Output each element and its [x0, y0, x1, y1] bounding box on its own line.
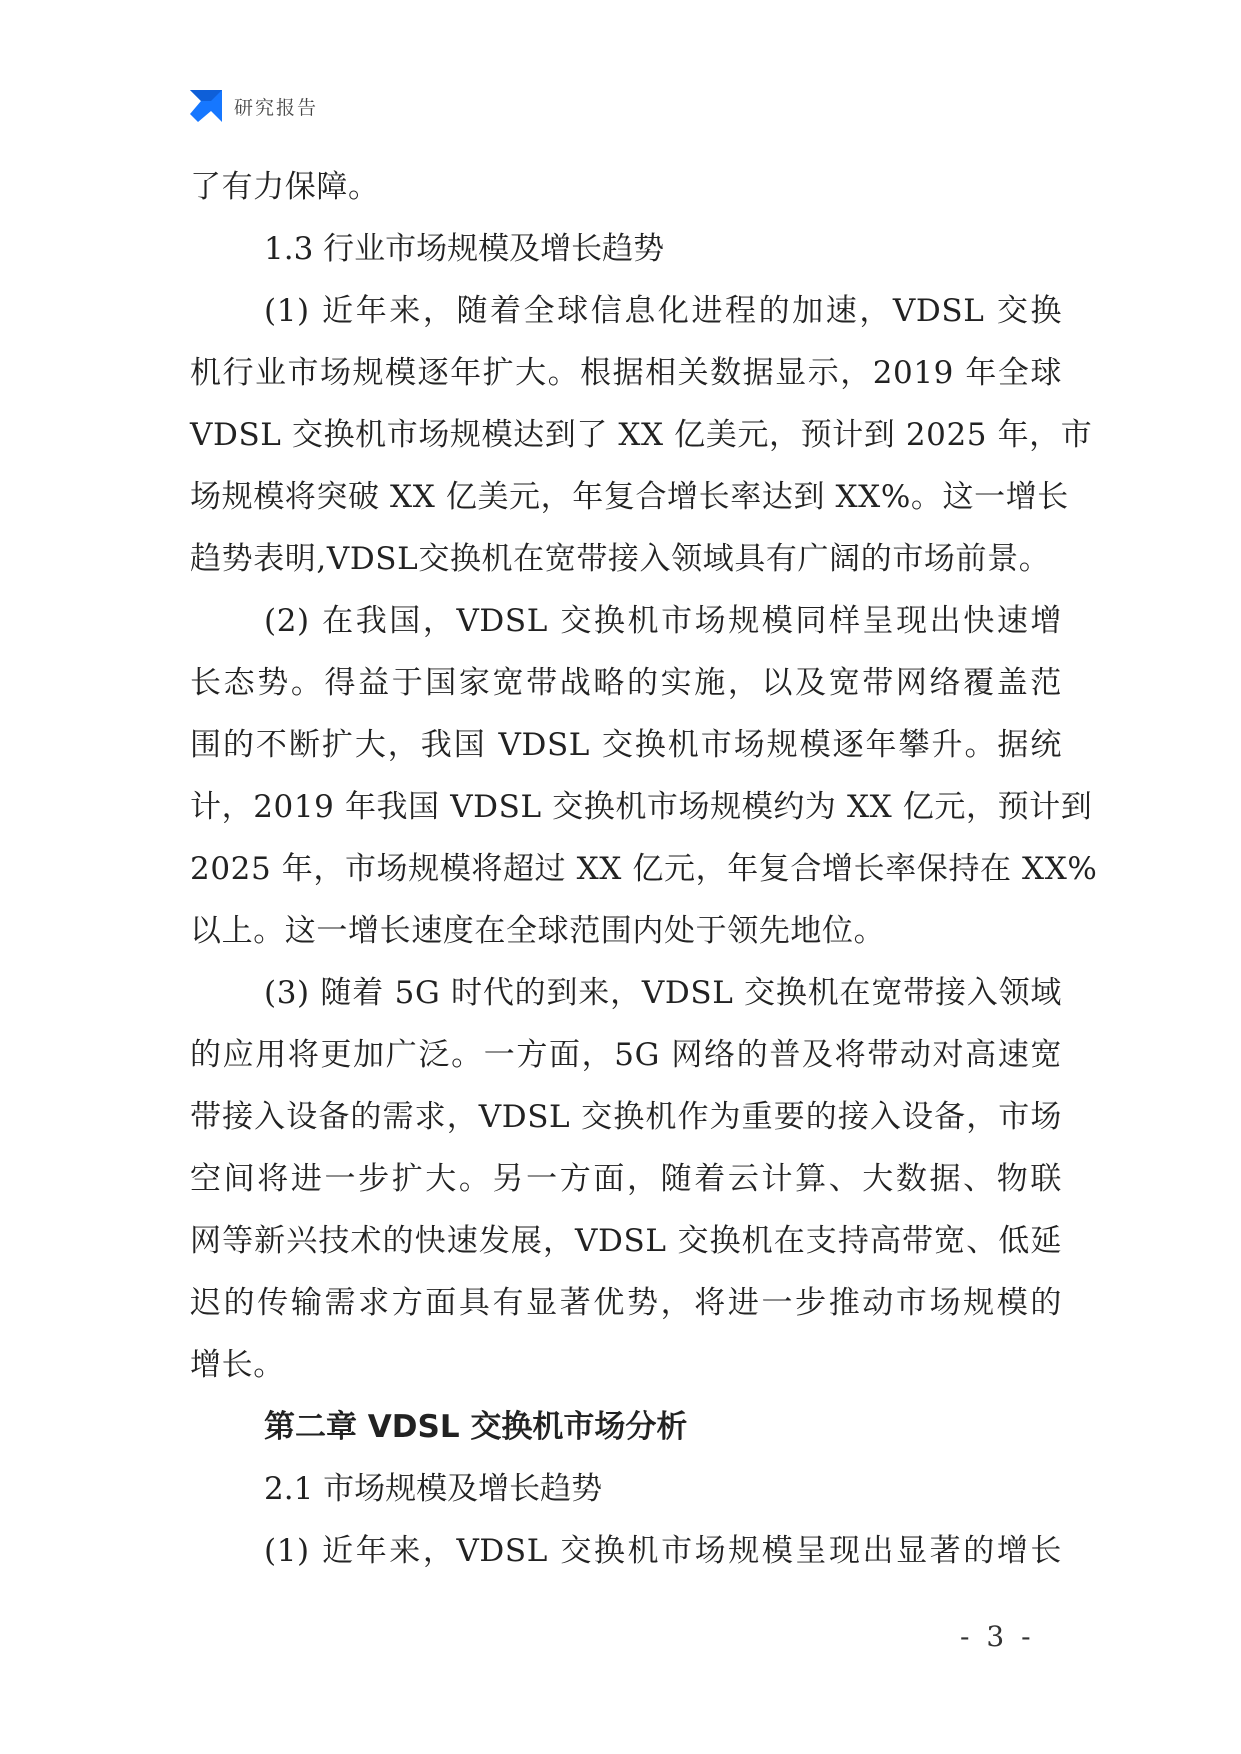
- paragraph: [190, 962, 1062, 1396]
- text-line: 迟的传输需求方面具有显著优势，将进一步推动市场规模的: [190, 1285, 1062, 1321]
- section-heading: 1.3 行业市场规模及增长趋势: [264, 231, 665, 267]
- text-line: 机行业市场规模逐年扩大。根据相关数据显示，2019 年全球: [190, 355, 1062, 391]
- text-line: 网等新兴技术的快速发展，VDSL 交换机在支持高带宽、低延: [190, 1223, 1062, 1259]
- text-line: 计，2019 年我国 VDSL 交换机市场规模约为 XX 亿元，预计到: [190, 789, 1093, 825]
- text-line: (1) 近年来，VDSL 交换机市场规模呈现出显著的增长: [264, 1533, 1062, 1569]
- arrow-up-right-icon: [190, 90, 222, 122]
- text-line: 趋势表明,VDSL交换机在宽带接入领域具有广阔的市场前景。: [190, 541, 1051, 577]
- text-line: (2) 在我国，VDSL 交换机市场规模同样呈现出快速增: [264, 603, 1062, 639]
- page-header: [190, 88, 318, 124]
- document-body: [190, 156, 1098, 1582]
- text-line: VDSL 交换机市场规模达到了 XX 亿美元，预计到 2025 年，市: [190, 417, 1093, 453]
- paragraph: [190, 280, 1093, 590]
- chapter-heading: 第二章 VDSL 交换机市场分析: [264, 1409, 688, 1445]
- page-number: - 3 -: [960, 1620, 1035, 1653]
- text-line: 2025 年，市场规模将超过 XX 亿元，年复合增长率保持在 XX%: [190, 851, 1098, 887]
- text-line: (1) 近年来，随着全球信息化进程的加速，VDSL 交换: [264, 293, 1062, 329]
- text-line: 空间将进一步扩大。另一方面，随着云计算、大数据、物联: [190, 1161, 1062, 1197]
- text-line: 了有力保障。: [190, 169, 380, 205]
- text-line: 增长。: [190, 1347, 285, 1383]
- text-line: 以上。这一增长速度在全球范围内处于领先地位。: [190, 913, 886, 949]
- text-line: (3) 随着 5G 时代的到来，VDSL 交换机在宽带接入领域: [264, 975, 1062, 1011]
- text-line: 的应用将更加广泛。一方面，5G 网络的普及将带动对高速宽: [190, 1037, 1062, 1073]
- text-line: 长态势。得益于国家宽带战略的实施，以及宽带网络覆盖范: [190, 665, 1062, 701]
- paragraph: [190, 1520, 1062, 1582]
- text-line: 场规模将突破 XX 亿美元，年复合增长率达到 XX%。这一增长: [190, 479, 1069, 515]
- paragraph: [190, 156, 1062, 218]
- paragraph: [190, 590, 1098, 962]
- header-title: 研究报告: [234, 96, 319, 119]
- text-line: 围的不断扩大，我国 VDSL 交换机市场规模逐年攀升。据统: [190, 727, 1062, 763]
- text-line: 带接入设备的需求，VDSL 交换机作为重要的接入设备，市场: [190, 1099, 1062, 1135]
- section-heading: 2.1 市场规模及增长趋势: [264, 1471, 603, 1507]
